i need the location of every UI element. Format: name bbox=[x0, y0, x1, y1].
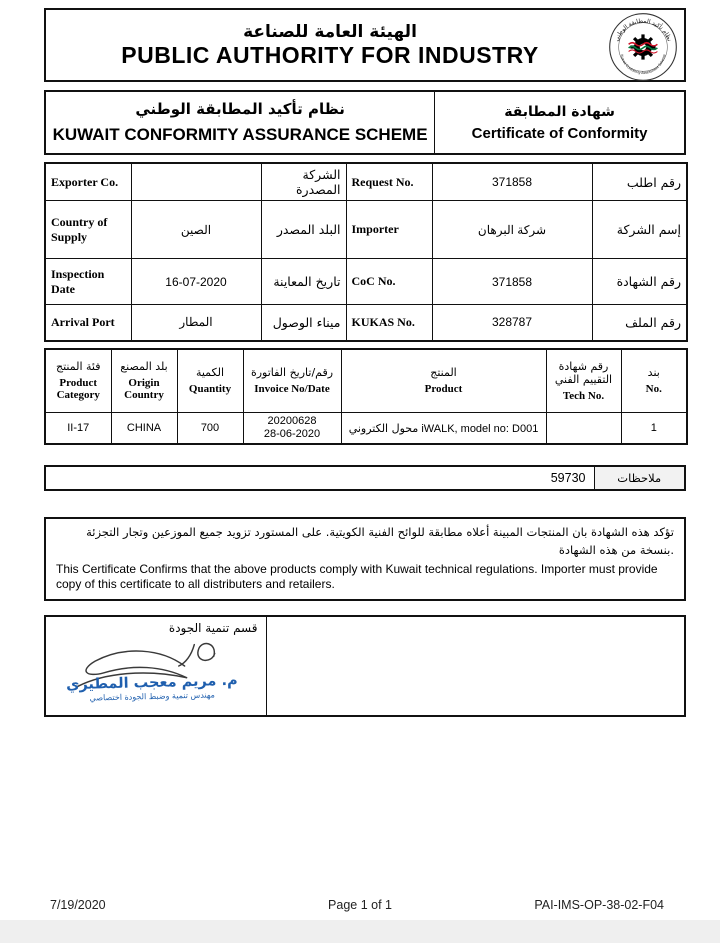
inspection-date-label-en: Inspection Date bbox=[45, 259, 131, 305]
request-no-label-ar: رقم اطلب bbox=[592, 163, 687, 201]
confirmation-text-english: This Certificate Confirms that the above products comply with Kuwait technical regulations. Importer must provide copy of this certificate to all distributers and retailers. bbox=[56, 562, 658, 591]
coc-no-label-ar: رقم الشهادة bbox=[592, 259, 687, 305]
product-category-value: II-17 bbox=[45, 413, 111, 445]
confirmation-statement bbox=[44, 517, 686, 601]
table-row bbox=[45, 201, 687, 259]
scheme-name-english: KUWAIT CONFORMITY ASSURANCE SCHEME bbox=[52, 125, 428, 144]
stamp-signer-name: م. مريم معجب المطيري bbox=[65, 672, 238, 694]
authority-title-english: PUBLIC AUTHORITY FOR INDUSTRY bbox=[121, 41, 539, 68]
seal-gear-icon bbox=[629, 34, 658, 59]
col-product-ar: المنتج bbox=[430, 366, 457, 380]
col-invoice-en: Invoice No/Date bbox=[254, 383, 330, 396]
col-origin-country-en: Origin Country bbox=[124, 377, 164, 402]
col-invoice-ar: رقم/تاريخ الفاتورة bbox=[250, 366, 334, 380]
seal-ring-text-arabic: نظام تأكيد المطابقة الوطني bbox=[614, 18, 672, 43]
table-row bbox=[45, 259, 687, 305]
exporter-label-en: Exporter Co. bbox=[45, 163, 131, 201]
scheme-name-arabic: نظام تأكيد المطابقة الوطني bbox=[135, 100, 345, 118]
arrival-port-label-en: Arrival Port bbox=[45, 305, 131, 341]
importer-label-ar: إسم الشركة bbox=[592, 201, 687, 259]
invoice-no: 20200628 bbox=[267, 415, 317, 427]
col-quantity bbox=[177, 349, 243, 413]
authority-seal-logo bbox=[607, 11, 679, 83]
seal-icon bbox=[607, 11, 679, 83]
notes-row bbox=[45, 466, 685, 490]
table-row bbox=[45, 305, 687, 341]
product-description-en: iWALK, model no: D001 bbox=[421, 422, 539, 435]
col-tech-no-en: Tech No. bbox=[562, 389, 605, 402]
col-no-en: No. bbox=[645, 383, 662, 396]
exporter-value bbox=[131, 163, 261, 201]
confirmation-text-arabic: تؤكد هذه الشهادة بان المنتجات المبينة أعلاه مطابقة للوائح الفنية الكويتية. على المستورد تزويد جميع الموزعين وتجار التجزئة .بنسخة من هذه الشهادة bbox=[86, 525, 674, 558]
signature-empty-cell bbox=[266, 616, 685, 716]
certificate-type-cell bbox=[435, 92, 684, 153]
notes-value: 59730 bbox=[45, 466, 594, 490]
footer-date: 7/19/2020 bbox=[50, 898, 106, 912]
signature-row bbox=[45, 616, 685, 716]
kukas-no-value: 328787 bbox=[432, 305, 592, 341]
signature-table bbox=[44, 615, 686, 717]
country-supply-label-ar: البلد المصدر bbox=[261, 201, 346, 259]
country-supply-label-en: Country of Supply bbox=[45, 201, 131, 259]
importer-label-en: Importer bbox=[346, 201, 432, 259]
request-no-value: 371858 bbox=[432, 163, 592, 201]
signature-cell bbox=[45, 616, 266, 716]
col-tech-no-ar: رقم شهادة التقييم الفني bbox=[554, 359, 613, 386]
coc-no-label-en: CoC No. bbox=[346, 259, 432, 305]
item-no-value: 1 bbox=[621, 413, 687, 445]
col-no bbox=[621, 349, 687, 413]
official-stamp bbox=[62, 673, 243, 704]
shipment-info-table bbox=[44, 162, 688, 342]
col-quantity-en: Quantity bbox=[188, 383, 232, 396]
invoice-value bbox=[243, 413, 341, 445]
certificate-content bbox=[44, 8, 686, 717]
coc-no-value: 371858 bbox=[432, 259, 592, 305]
quality-dept-label: قسم تنمية الجودة bbox=[168, 621, 258, 635]
scheme-banner bbox=[44, 90, 686, 155]
stamp-signer-title: مهندس تنمية وضبط الجودة اختصاصي bbox=[89, 690, 215, 703]
product-row bbox=[45, 413, 687, 445]
kukas-no-label-ar: رقم الملف bbox=[592, 305, 687, 341]
product-description bbox=[341, 413, 546, 445]
exporter-label-ar: الشركة المصدرة bbox=[261, 163, 346, 201]
notes-table bbox=[44, 465, 686, 491]
col-origin-country-ar: بلد المصنع bbox=[120, 360, 168, 374]
seal-ring-text-english: Kuwait Conformity Assessment Scheme bbox=[619, 54, 667, 76]
invoice-date: 28-06-2020 bbox=[263, 428, 321, 441]
col-invoice bbox=[243, 349, 341, 413]
col-product-category-en: Product Category bbox=[56, 377, 100, 402]
page-bottom-background bbox=[0, 920, 720, 943]
notes-label: ملاحظات bbox=[594, 466, 685, 490]
inspection-date-label-ar: تاريخ المعاينة bbox=[261, 259, 346, 305]
col-product-category-ar: فئة المنتج bbox=[56, 360, 101, 374]
col-tech-no bbox=[546, 349, 621, 413]
table-row bbox=[45, 163, 687, 201]
certificate-type-arabic: شهادة المطابقة bbox=[504, 103, 615, 120]
certificate-type-english: Certificate of Conformity bbox=[471, 124, 648, 142]
request-no-label-en: Request No. bbox=[346, 163, 432, 201]
footer-page-number: Page 1 of 1 bbox=[328, 898, 392, 912]
col-product-category bbox=[45, 349, 111, 413]
col-product-en: Product bbox=[424, 383, 463, 396]
product-table bbox=[44, 348, 688, 446]
product-table-header-row bbox=[45, 349, 687, 413]
kukas-no-label-en: KUKAS No. bbox=[346, 305, 432, 341]
product-description-ar: محول الكتروني bbox=[348, 421, 419, 435]
col-product bbox=[341, 349, 546, 413]
quantity-value: 700 bbox=[177, 413, 243, 445]
tech-no-value bbox=[546, 413, 621, 445]
col-quantity-ar: الكمية bbox=[195, 366, 225, 380]
authority-title-arabic: الهيئة العامة للصناعة bbox=[243, 21, 417, 42]
country-supply-value: الصين bbox=[131, 201, 261, 259]
importer-value: شركة البرهان bbox=[432, 201, 592, 259]
scheme-name-cell bbox=[46, 92, 435, 153]
col-origin-country bbox=[111, 349, 177, 413]
page-footer bbox=[0, 898, 720, 916]
col-no-ar: بند bbox=[647, 366, 660, 380]
header-banner bbox=[44, 8, 686, 82]
arrival-port-value: المطار bbox=[131, 305, 261, 341]
origin-country-value: CHINA bbox=[111, 413, 177, 445]
inspection-date-value: 16-07-2020 bbox=[131, 259, 261, 305]
footer-doc-code: PAI-IMS-OP-38-02-F04 bbox=[534, 898, 664, 912]
arrival-port-label-ar: ميناء الوصول bbox=[261, 305, 346, 341]
